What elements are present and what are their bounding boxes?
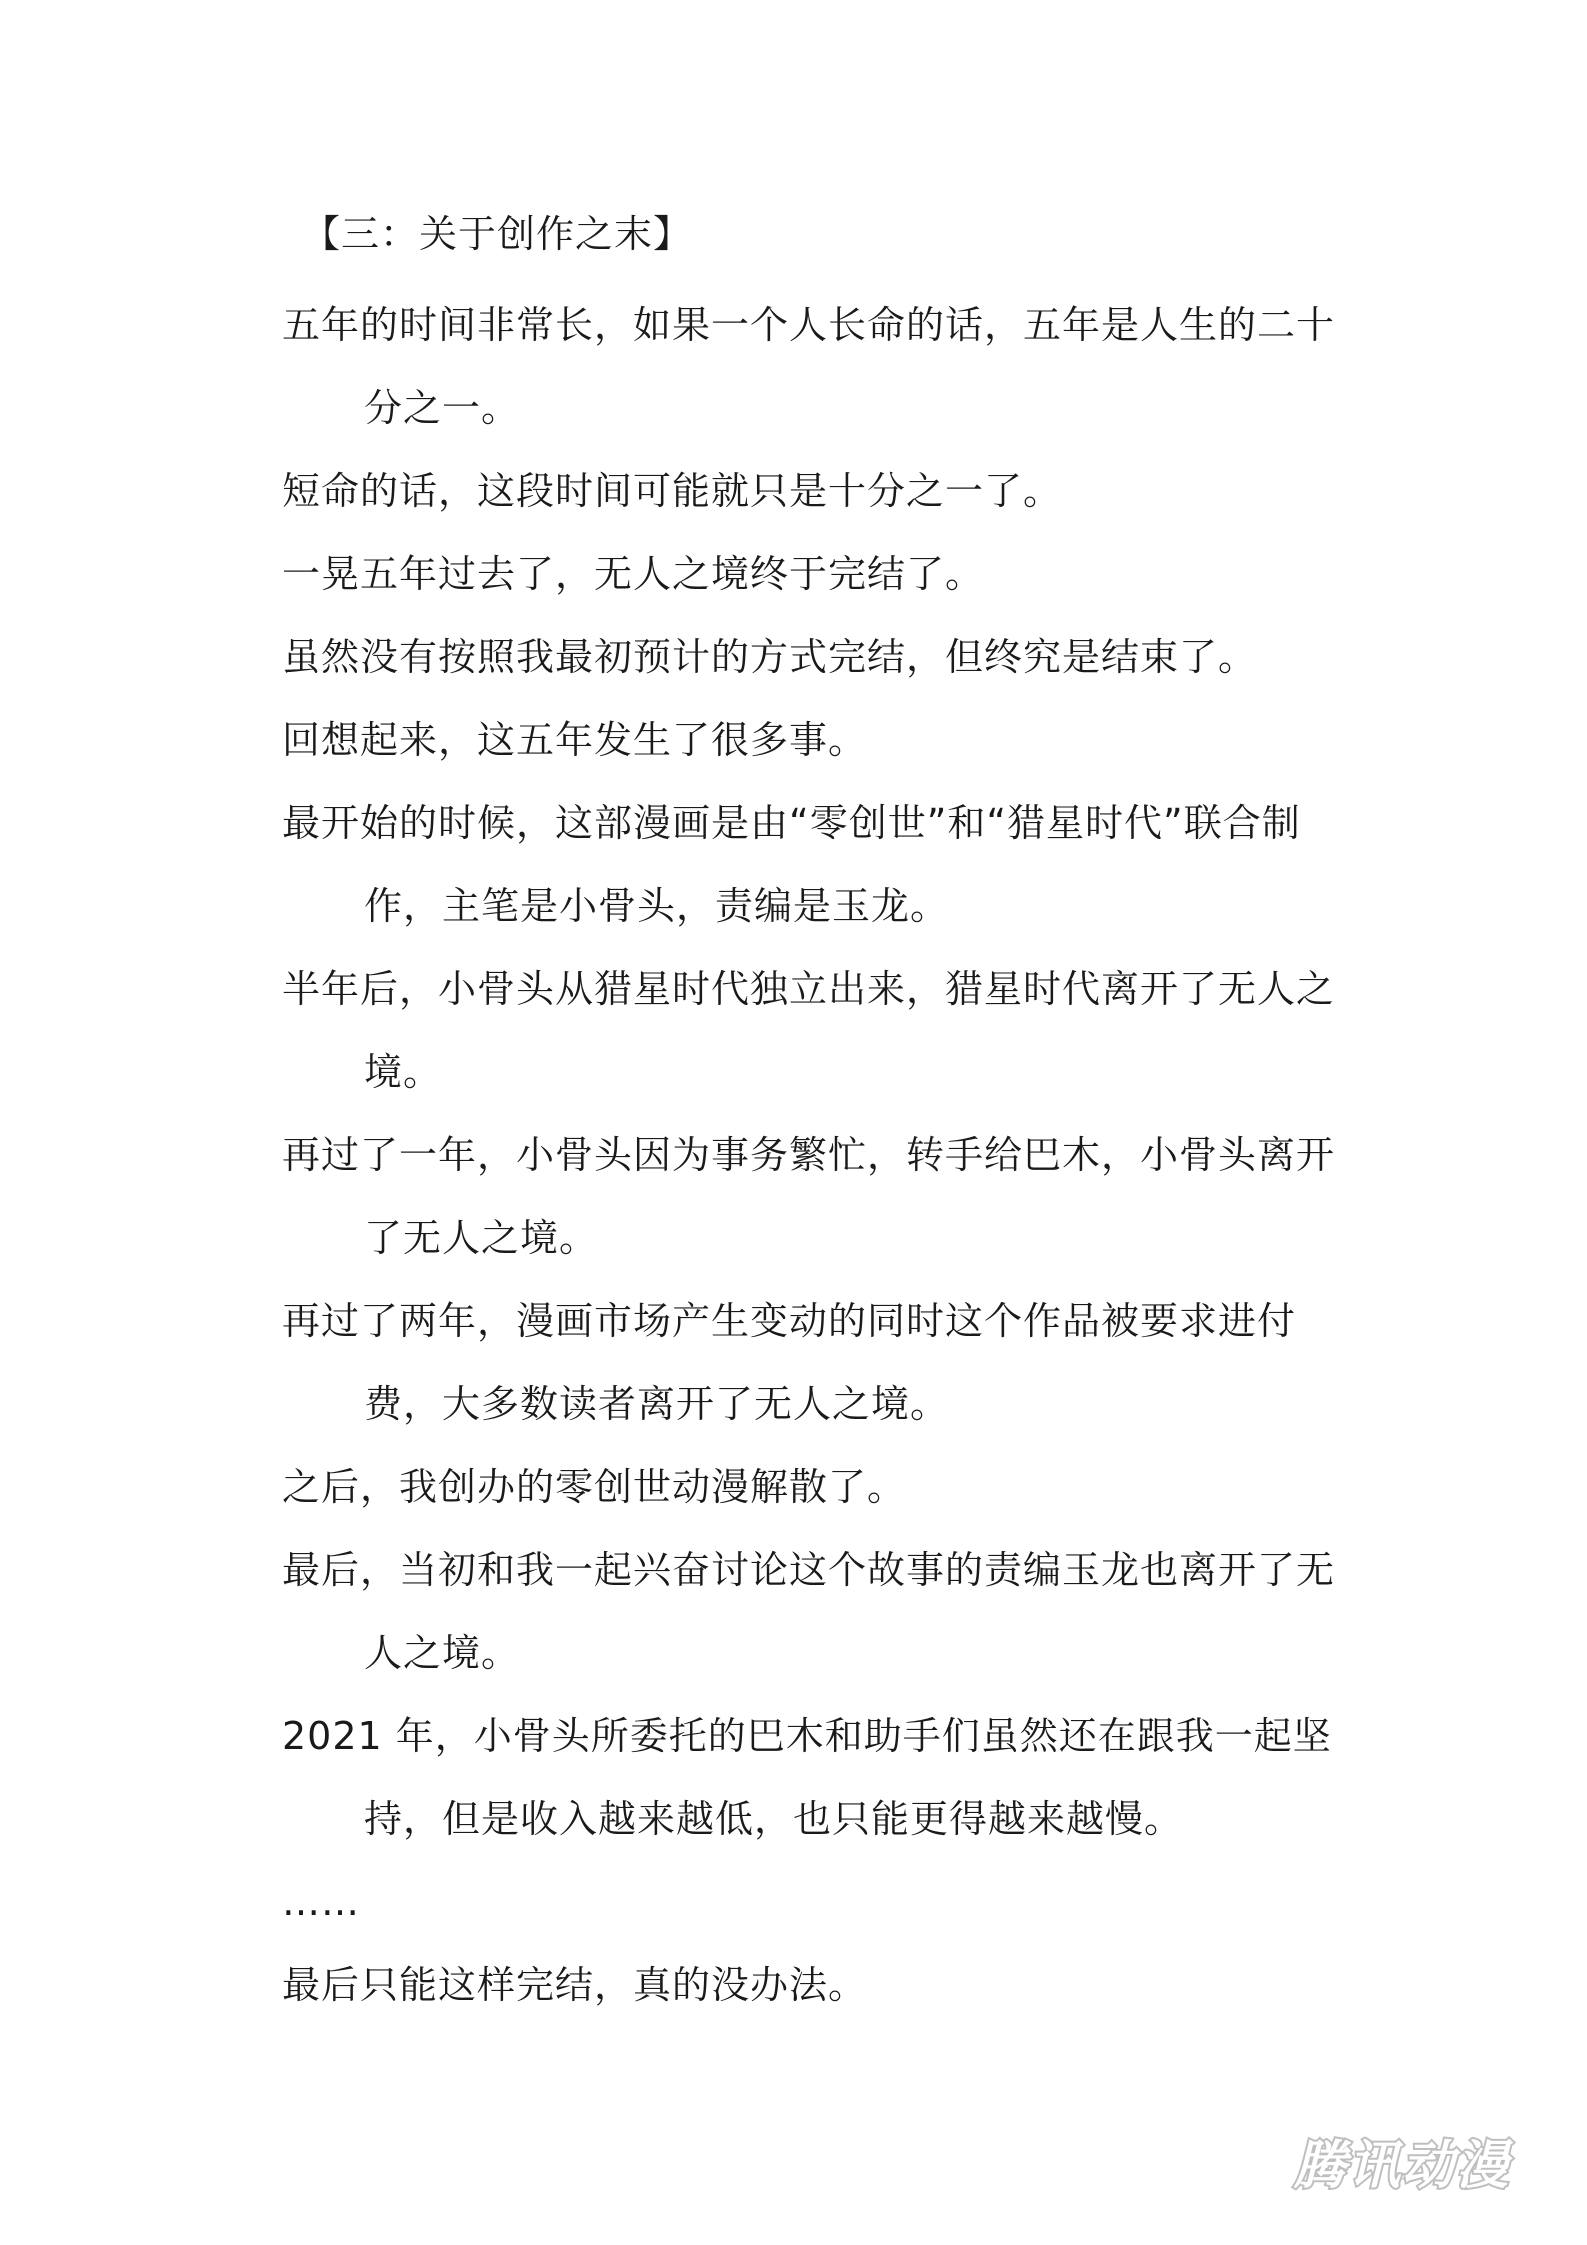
paragraph: 最开始的时候，这部漫画是由“零创世”和“猎星时代”联合制作，主笔是小骨头，责编是玉龙。	[282, 801, 1301, 928]
paragraph: 短命的话，这段时间可能就只是十分之一了。	[282, 469, 1063, 513]
paragraph: 半年后，小骨头从猎星时代独立出来，猎星时代离开了无人之境。	[282, 967, 1336, 1094]
paragraph: 再过了两年，漫画市场产生变动的同时这个作品被要求进付费，大多数读者离开了无人之境。	[282, 1299, 1297, 1426]
watermark-logo	[1277, 2127, 1527, 2201]
paragraph: 最后，当初和我一起兴奋讨论这个故事的责编玉龙也离开了无人之境。	[282, 1548, 1336, 1675]
section-heading: 【三：关于创作之末】	[302, 212, 693, 256]
watermark-text: 腾讯动漫	[1293, 2136, 1511, 2196]
paragraph: 之后，我创办的零创世动漫解散了。	[282, 1465, 907, 1509]
paragraph: 再过了一年，小骨头因为事务繁忙，转手给巴木，小骨头离开了无人之境。	[282, 1133, 1336, 1260]
paragraph: 一晃五年过去了，无人之境终于完结了。	[282, 552, 985, 596]
paragraph: 五年的时间非常长，如果一个人长命的话，五年是人生的二十分之一。	[282, 303, 1336, 430]
paragraph: 虽然没有按照我最初预计的方式完结，但终究是结束了。	[282, 635, 1258, 679]
paragraph: 2021 年，小骨头所委托的巴木和助手们虽然还在跟我一起坚持，但是收入越来越低，也只能更得越来越慢。	[282, 1714, 1332, 1841]
ellipsis-line: ……	[282, 1880, 360, 1924]
body-text	[282, 284, 1362, 2027]
paragraph: 最后只能这样完结，真的没办法。	[282, 1963, 868, 2007]
paragraph: 回想起来，这五年发生了很多事。	[282, 718, 868, 762]
